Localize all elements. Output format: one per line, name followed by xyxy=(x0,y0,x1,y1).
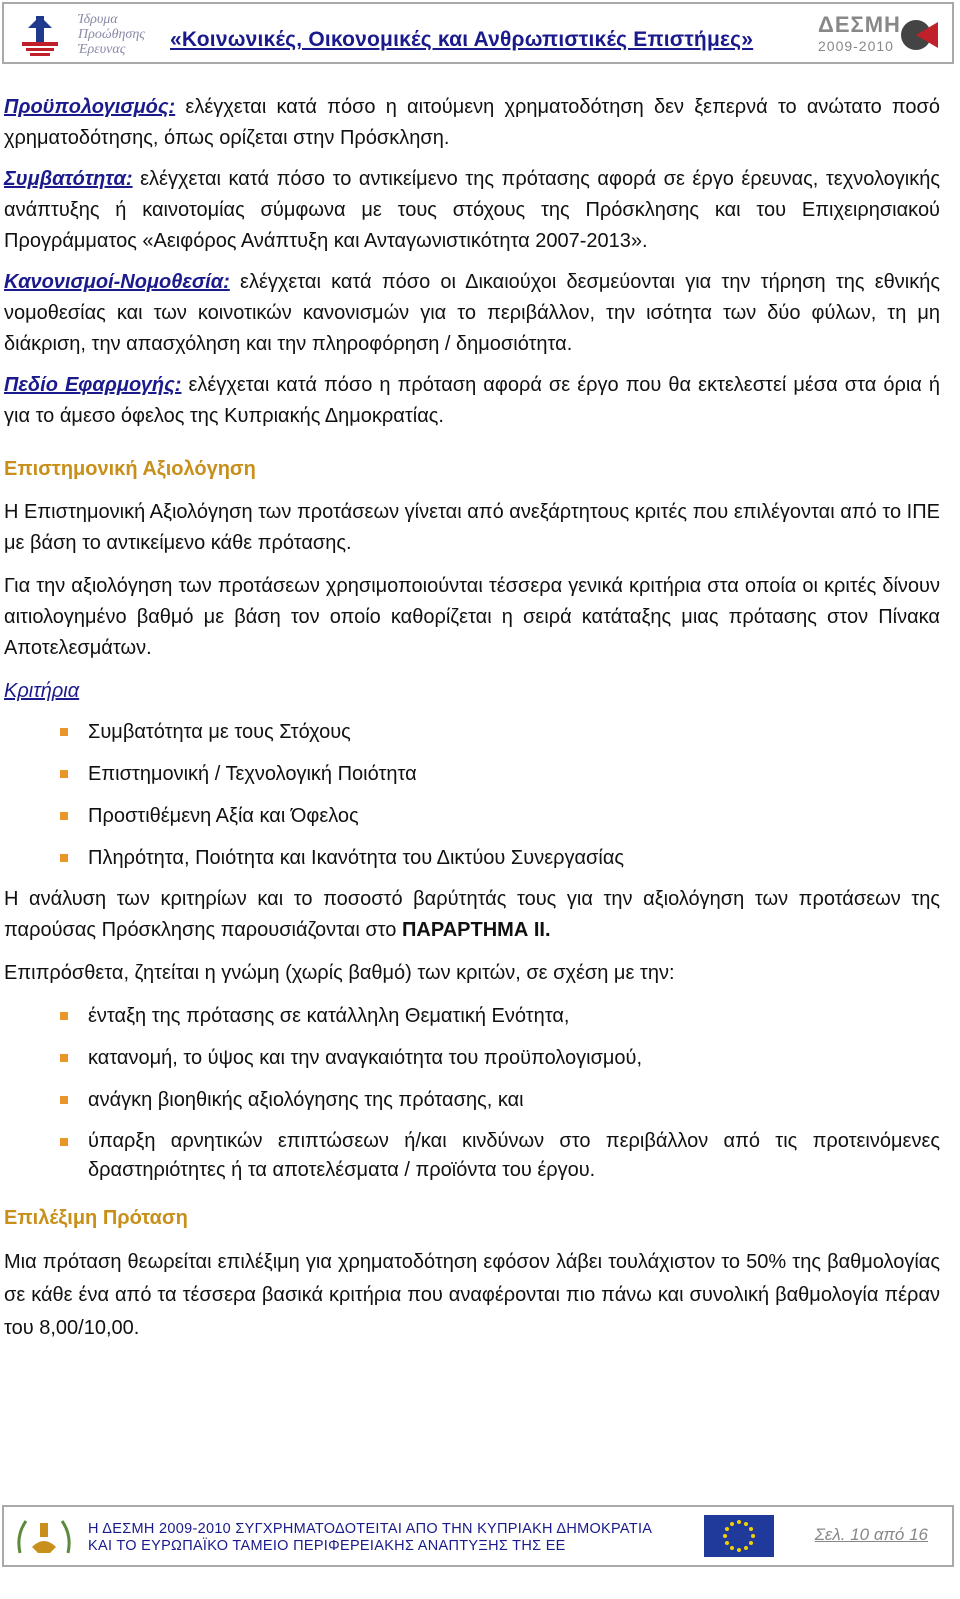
scope-label: Πεδίο Εφαρμογής: xyxy=(4,374,182,396)
bullet-icon xyxy=(60,1096,68,1104)
header-title: «Κοινωνικές, Οικονομικές και Ανθρωπιστικές Επιστήμες» xyxy=(170,28,754,51)
list-item xyxy=(4,759,940,790)
budget-paragraph xyxy=(4,92,940,154)
list-item xyxy=(4,1043,940,1074)
bullet-icon xyxy=(60,854,68,862)
evaluation-paragraph: Η Επιστημονική Αξιολόγηση των προτάσεων γίνεται από ανεξάρτητους κριτές που επιλέγονται από το ΙΠΕ με βάση το αντικείμενο κάθε πρότασης. xyxy=(4,501,940,554)
bullet-icon xyxy=(60,812,68,820)
scope-paragraph xyxy=(4,370,940,432)
criteria-intro-paragraph: Για την αξιολόγηση των προτάσεων χρησιμοποιούνται τέσσερα γενικά κριτήρια στα οποία οι κριτές δίνουν αιτιολογημένο βαθμό με βάση τον οποίο καθορίζεται η σειρά κατάταξης μιας πρότασης στον Πίνακα Αποτελεσμάτων. xyxy=(4,575,940,659)
bullet-icon xyxy=(60,770,68,778)
cofunding-line: ΚΑΙ ΤΟ ΕΥΡΩΠΑΪΚΟ ΤΑΜΕΙΟ ΠΕΡΙΦΕΡΕΙΑΚΗΣ ΑΝΑΠΤΥΞΗΣ ΤΗΣ ΕΕ xyxy=(88,1538,566,1554)
rpf-logo-line: Ίδρυμα xyxy=(78,12,118,27)
criteria-heading: Κριτήρια xyxy=(4,680,80,702)
cyprus-emblem-icon xyxy=(14,1513,74,1559)
list-item xyxy=(4,843,940,874)
bullet-icon xyxy=(60,728,68,736)
desmi-logo xyxy=(810,10,938,60)
list-item-text: Επιστημονική / Τεχνολογική Ποιότητα xyxy=(88,763,417,785)
list-item-text: ένταξη της πρότασης σε κατάλληλη Θεματική Ενότητα, xyxy=(88,1005,570,1027)
list-item xyxy=(4,1127,940,1185)
page-number: Σελ. 10 από 16 xyxy=(814,1525,928,1544)
regulations-label: Κανονισμοί-Νομοθεσία: xyxy=(4,271,230,293)
list-item xyxy=(4,1001,940,1032)
budget-label: Προϋπολογισμός: xyxy=(4,96,176,118)
cofunding-line: Η ΔΕΣΜΗ 2009-2010 ΣΥΓΧΡΗΜΑΤΟΔΟΤΕΙΤΑΙ ΑΠΟ ΤΗΝ ΚΥΠΡΙΑΚΗ ΔΗΜΟΚΡΑΤΙΑ xyxy=(88,1521,653,1537)
section-heading: Επιλέξιμη Πρόταση xyxy=(4,1207,188,1229)
list-item xyxy=(4,801,940,832)
opinion-intro-paragraph: Επιπρόσθετα, ζητείται η γνώμη (χωρίς βαθμό) των κριτών, σε σχέση με την: xyxy=(4,962,675,984)
rpf-logo-icon xyxy=(18,14,62,58)
list-item-text: κατανομή, το ύψος και την αναγκαιότητα του προϋπολογισμού, xyxy=(88,1047,643,1069)
rpf-logo-line: Προώθησης xyxy=(78,27,145,42)
budget-text: ελέγχεται κατά πόσο η αιτούμενη χρηματοδότηση δεν ξεπερνά το ανώτατο ποσό χρηματοδότησης, όπως ορίζεται στην Πρόσκληση. xyxy=(4,96,940,149)
annex-reference: ΠΑΡΑΡΤΗΜΑ ΙΙ. xyxy=(401,919,551,941)
list-item-text: Συμβατότητα με τους Στόχους xyxy=(88,721,351,743)
regulations-paragraph xyxy=(4,267,940,360)
compatibility-text: ελέγχεται κατά πόσο το αντικείμενο της πρότασης αφορά σε έργο έρευνας, τεχνολογικής ανάπτυξης ή καινοτομίας σύμφωνα με τους στόχους της Πρόσκλησης και του Επιχειρησιακού Προγράμματος «Αειφόρος Ανάπτυξη και Ανταγωνιστικότητα 2007-2013». xyxy=(4,168,940,252)
bullet-icon xyxy=(60,1012,68,1020)
page-header xyxy=(2,2,954,64)
cofunding-note xyxy=(88,1521,652,1555)
list-item-text: ανάγκη βιοηθικής αξιολόγησης της πρότασης, και xyxy=(88,1089,524,1111)
list-item-text: ύπαρξη αρνητικών επιπτώσεων ή/και κινδύνων στο περιβάλλον από τις προτεινόμενες δραστηριότητες ή τα αποτελέσματα / προϊόντα του έργου. xyxy=(88,1130,940,1181)
desmi-logo-title: ΔΕΣΜΗ xyxy=(818,12,901,37)
list-item-text: Προστιθέμενη Αξία και Όφελος xyxy=(88,805,359,827)
opinion-list xyxy=(4,1001,940,1185)
section-heading: Επιστημονική Αξιολόγηση xyxy=(4,458,256,480)
list-item xyxy=(4,1085,940,1116)
document-body xyxy=(4,92,940,1345)
scope-text: ελέγχεται κατά πόσο η πρόταση αφορά σε έργο που θα εκτελεστεί μέσα στα όρια ή για το άμεσο όφελος της Κυπριακής Δημοκρατίας. xyxy=(4,374,941,427)
bullet-icon xyxy=(60,1054,68,1062)
desmi-logo-years: 2009-2010 xyxy=(818,38,894,54)
rpf-logo-line: Έρευνας xyxy=(78,42,126,57)
desmi-logo-icon xyxy=(900,14,938,56)
regulations-text: ελέγχεται κατά πόσο οι Δικαιούχοι δεσμεύονται για την τήρηση της εθνικής νομοθεσίας και των κοινοτικών κανονισμών για το περιβάλλον, την ισότητα των δύο φύλων, τη μη διάκριση, την απασχόληση και την πληροφόρηση / δημοσιότητα. xyxy=(4,271,940,355)
bullet-icon xyxy=(60,1138,68,1146)
page-footer xyxy=(2,1505,954,1567)
rpf-logo-text xyxy=(78,12,145,57)
list-item xyxy=(4,717,940,748)
analysis-paragraph xyxy=(4,884,940,946)
eu-stars-icon xyxy=(704,1515,774,1557)
analysis-text: Η ανάλυση των κριτηρίων και το ποσοστό βαρύτητάς τους για την αξιολόγηση των προτάσεων της παρούσας Πρόσκλησης παρουσιάζονται στο xyxy=(4,888,940,941)
compatibility-paragraph xyxy=(4,164,940,257)
list-item-text: Πληρότητα, Ποιότητα και Ικανότητα του Δικτύου Συνεργασίας xyxy=(88,847,625,869)
compatibility-label: Συμβατότητα: xyxy=(4,168,133,190)
criteria-list xyxy=(4,717,940,874)
rpf-logo xyxy=(18,10,168,62)
eu-flag-icon xyxy=(704,1515,774,1557)
eligibility-paragraph: Μια πρόταση θεωρείται επιλέξιμη για χρηματοδότηση εφόσον λάβει τουλάχιστον το 50% της βαθμολογίας σε κάθε ένα από τα τέσσερα βασικά κριτήρια που αναφέρονται πιο πάνω και συνολική βαθμολογία πέραν του 8,00/10,00. xyxy=(4,1251,940,1339)
